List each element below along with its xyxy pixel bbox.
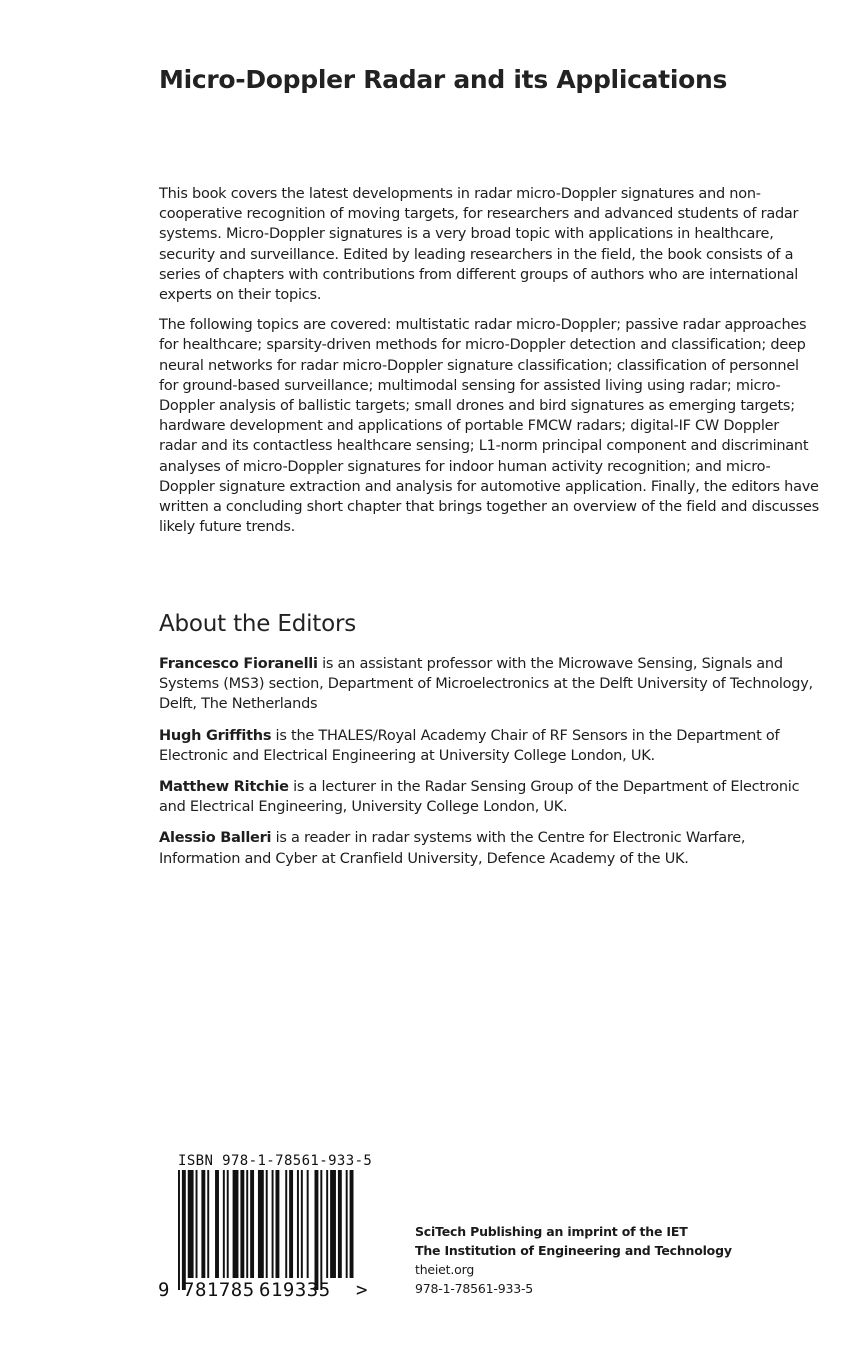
editor-entry xyxy=(159,828,824,868)
barcode-quiet-mark: > xyxy=(356,1279,368,1300)
barcode-bar xyxy=(330,1170,336,1278)
editor-name: Francesco Fioranelli xyxy=(159,656,318,672)
barcode-bar xyxy=(338,1170,342,1278)
barcode-bar xyxy=(258,1170,264,1278)
publisher-isbn: 978-1-78561-933-5 xyxy=(415,1281,534,1296)
barcode-bar xyxy=(201,1170,205,1278)
barcode-bar xyxy=(266,1170,268,1278)
description-paragraph: The following topics are covered: multistatic radar micro-Doppler; passive radar approaches for healthcare; sparsity-driven methods for micro-Doppler detection and classification; deep neural networks for radar micro-Doppler signature classification; classification of personnel for ground-based surveillance; multimodal sensing for assisted living using radar; micro-Doppler analysis of ballistic targets; small drones and bird signatures as emerging targets; hardware development and applications of portable FMCW radars; digital-IF CW Doppler radar and its contactless healthcare sensing; L1-norm principal component and discriminant analyses of micro-Doppler signatures for indoor human activity recognition; and micro-Doppler signature extraction and analysis for automotive application. Finally, the editors have written a concluding short chapter that brings together an overview of the field and discusses likely future trends. xyxy=(159,317,819,536)
barcode-bar xyxy=(207,1170,209,1278)
barcode-bar xyxy=(223,1170,225,1278)
barcode-digit-first: 9 xyxy=(158,1279,170,1300)
editor-name: Hugh Griffiths xyxy=(159,727,272,744)
barcode-bar xyxy=(250,1170,254,1278)
barcode-bar xyxy=(182,1170,186,1290)
editor-bio: is the THALES/Royal Academy Chair of RF Sensors in the Department of Electronic and Electrical Engineering at University College London, UK. xyxy=(159,727,780,764)
editor-entry xyxy=(159,777,824,817)
editor-entry xyxy=(159,726,824,766)
barcode-bar xyxy=(240,1170,244,1278)
barcode-bar xyxy=(346,1170,348,1278)
barcode-bar xyxy=(272,1170,274,1278)
barcode-bar xyxy=(285,1170,287,1278)
barcode-bar xyxy=(307,1170,309,1278)
editor-bio: is a reader in radar systems with the Centre for Electronic Warfare, Information and Cyber at Cranfield University, Defence Academy of the UK. xyxy=(159,830,746,867)
barcode-bar xyxy=(289,1170,293,1278)
barcode-bar xyxy=(350,1170,354,1278)
publisher-institution: The Institution of Engineering and Technology xyxy=(415,1243,732,1258)
barcode-bar xyxy=(246,1170,248,1278)
editor-name: Alessio Balleri xyxy=(159,830,272,847)
isbn-barcode xyxy=(154,1168,376,1300)
publisher-imprint: SciTech Publishing an imprint of the IET xyxy=(415,1224,688,1239)
editor-bio: is a lecturer in the Radar Sensing Group of the Department of Electronic and Electrical Engineering, University College London, UK. xyxy=(159,779,800,816)
editor-entry xyxy=(159,654,824,715)
book-description xyxy=(159,184,819,547)
description-paragraph: This book covers the latest developments in radar micro-Doppler signatures and non-cooperative recognition of moving targets, for researchers and advanced students of radar systems. Micro-Doppler signatures is a very broad topic with applications in healthcare, security and surveillance. Edited by leading researchers in the field, the book consists of a series of chapters with contributions from different groups of authors who are international experts on their topics. xyxy=(159,186,799,304)
barcode-bar xyxy=(188,1170,194,1278)
barcode-bar xyxy=(315,1170,319,1290)
isbn-label: ISBN 978-1-78561-933-5 xyxy=(178,1153,373,1169)
barcode-icon xyxy=(154,1168,376,1300)
about-editors-heading: About the Editors xyxy=(159,611,357,637)
barcode-bar xyxy=(326,1170,328,1278)
barcode-digits-left: 781785 xyxy=(183,1279,255,1300)
barcode-digits-right: 619335 xyxy=(259,1279,331,1300)
barcode-bar xyxy=(233,1170,239,1278)
barcode-bar xyxy=(196,1170,198,1278)
editor-name: Matthew Ritchie xyxy=(159,779,289,796)
barcode-bar xyxy=(301,1170,303,1278)
editor-bio: is an assistant professor with the Microwave Sensing, Signals and Systems (MS3) section, Department of Microelectronics at the Delft University of Technology, Delft, The Netherlands xyxy=(159,656,813,713)
barcode-bar xyxy=(320,1170,322,1290)
barcode-bar xyxy=(297,1170,299,1278)
barcode-bar xyxy=(178,1170,180,1290)
barcode-bar xyxy=(227,1170,229,1278)
publisher-info xyxy=(415,1222,775,1298)
editors-list xyxy=(159,654,824,880)
publisher-website: theiet.org xyxy=(415,1262,475,1277)
barcode-bar xyxy=(276,1170,280,1278)
barcode-bar xyxy=(215,1170,219,1278)
book-title: Micro-Doppler Radar and its Applications xyxy=(159,65,728,94)
